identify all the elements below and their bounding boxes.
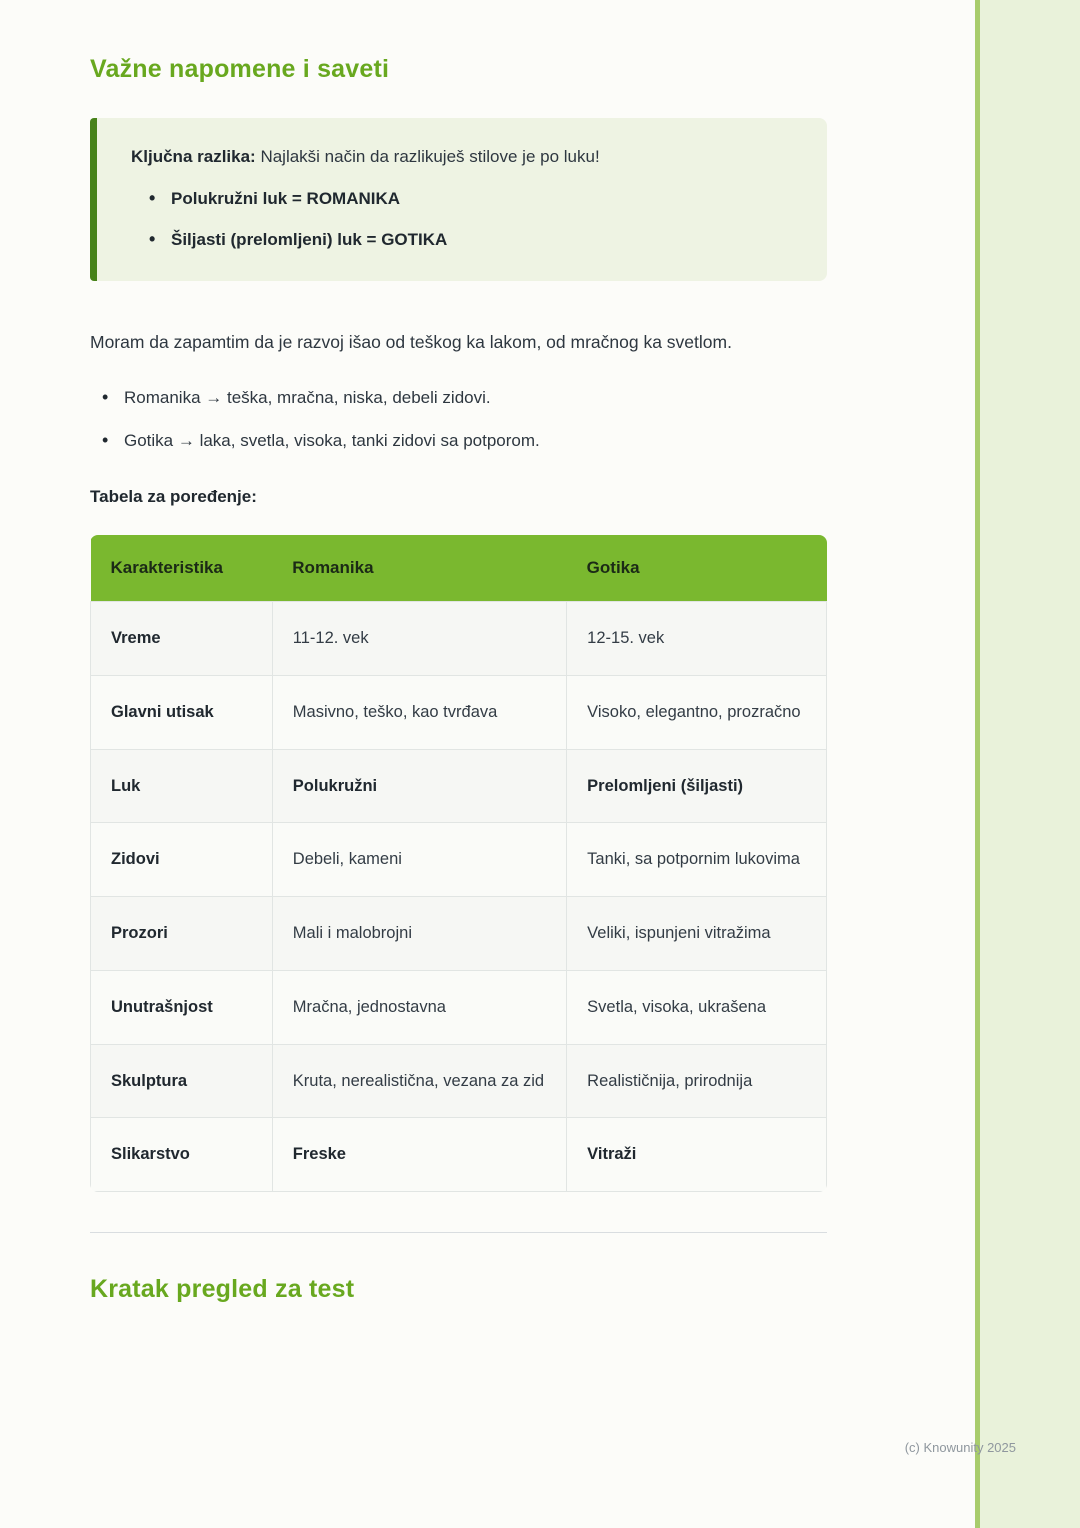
row-label: Luk: [91, 749, 273, 823]
table-row: [91, 749, 827, 823]
summary-paragraph: Moram da zapamtim da je razvoj išao od teškog ka lakom, od mračnog ka svetlom.: [90, 331, 732, 352]
table-row: [91, 675, 827, 749]
cell-romanika: Kruta, nerealistična, vezana za zid: [272, 1044, 566, 1118]
copyright-credit: (c) Knowunity 2025: [904, 1440, 1016, 1455]
callout-bullet-romanika: • Polukružni luk = ROMANIKA: [149, 186, 797, 212]
style-summary-list: [90, 385, 827, 453]
row-label: Prozori: [91, 897, 273, 971]
cell-romanika: Polukružni: [272, 749, 566, 823]
cell-romanika: 11-12. vek: [272, 602, 566, 676]
header-romanika: Romanika: [272, 535, 566, 602]
document-content: [90, 0, 827, 1304]
section-divider: [90, 1232, 827, 1233]
table-label: Tabela za poređenje:: [90, 487, 257, 507]
cell-romanika: Freske: [272, 1118, 566, 1192]
cell-romanika: Mali i malobrojni: [272, 897, 566, 971]
cell-gotika: Realističnija, prirodnija: [567, 1044, 827, 1118]
cell-romanika: Masivno, teško, kao tvrđava: [272, 675, 566, 749]
row-label: Glavni utisak: [91, 675, 273, 749]
cell-romanika: Debeli, kameni: [272, 823, 566, 897]
cell-gotika: 12-15. vek: [567, 602, 827, 676]
cell-gotika: Visoko, elegantno, prozračno: [567, 675, 827, 749]
header-gotika: Gotika: [567, 535, 827, 602]
row-label: Skulptura: [91, 1044, 273, 1118]
cell-romanika: Mračna, jednostavna: [272, 970, 566, 1044]
notes-section-title: Važne napomene i saveti: [90, 55, 390, 83]
table-row: [91, 1118, 827, 1192]
row-label: Slikarstvo: [91, 1118, 273, 1192]
cell-gotika: Tanki, sa potpornim lukovima: [567, 823, 827, 897]
cell-gotika: Vitraži: [567, 1118, 827, 1192]
comparison-table-wrapper: [90, 535, 827, 1192]
cell-gotika: Svetla, visoka, ukrašena: [567, 970, 827, 1044]
cell-gotika: Prelomljeni (šiljasti): [567, 749, 827, 823]
callout-bullet-gotika: • Šiljasti (prelomljeni) luk = GOTIKA: [149, 227, 797, 253]
key-difference-callout: [90, 118, 827, 281]
row-label: Vreme: [91, 602, 273, 676]
review-section-title: Kratak pregled za test: [90, 1275, 355, 1304]
comparison-table: [90, 535, 827, 1192]
callout-lead-rest: Najlakši način da razlikuješ stilove je po luku!: [255, 147, 600, 166]
header-karakteristika: Karakteristika: [91, 535, 273, 602]
table-row: [91, 1044, 827, 1118]
table-row: [91, 602, 827, 676]
list-item-romanika: • Romanika → teška, mračna, niska, debeli zidovi.: [102, 385, 827, 411]
table-header-row: [91, 535, 827, 602]
table-row: [91, 897, 827, 971]
callout-lead-bold: Ključna razlika:: [131, 147, 256, 166]
list-item-gotika: • Gotika → laka, svetla, visoka, tanki zidovi sa potporom.: [102, 428, 827, 454]
row-label: Unutrašnjost: [91, 970, 273, 1044]
callout-bullet-list: [131, 186, 797, 253]
cell-gotika: Veliki, ispunjeni vitražima: [567, 897, 827, 971]
row-label: Zidovi: [91, 823, 273, 897]
callout-lead: [131, 144, 797, 170]
table-row: [91, 970, 827, 1044]
table-row: [91, 823, 827, 897]
page-edge-stripe: [975, 0, 1080, 1528]
